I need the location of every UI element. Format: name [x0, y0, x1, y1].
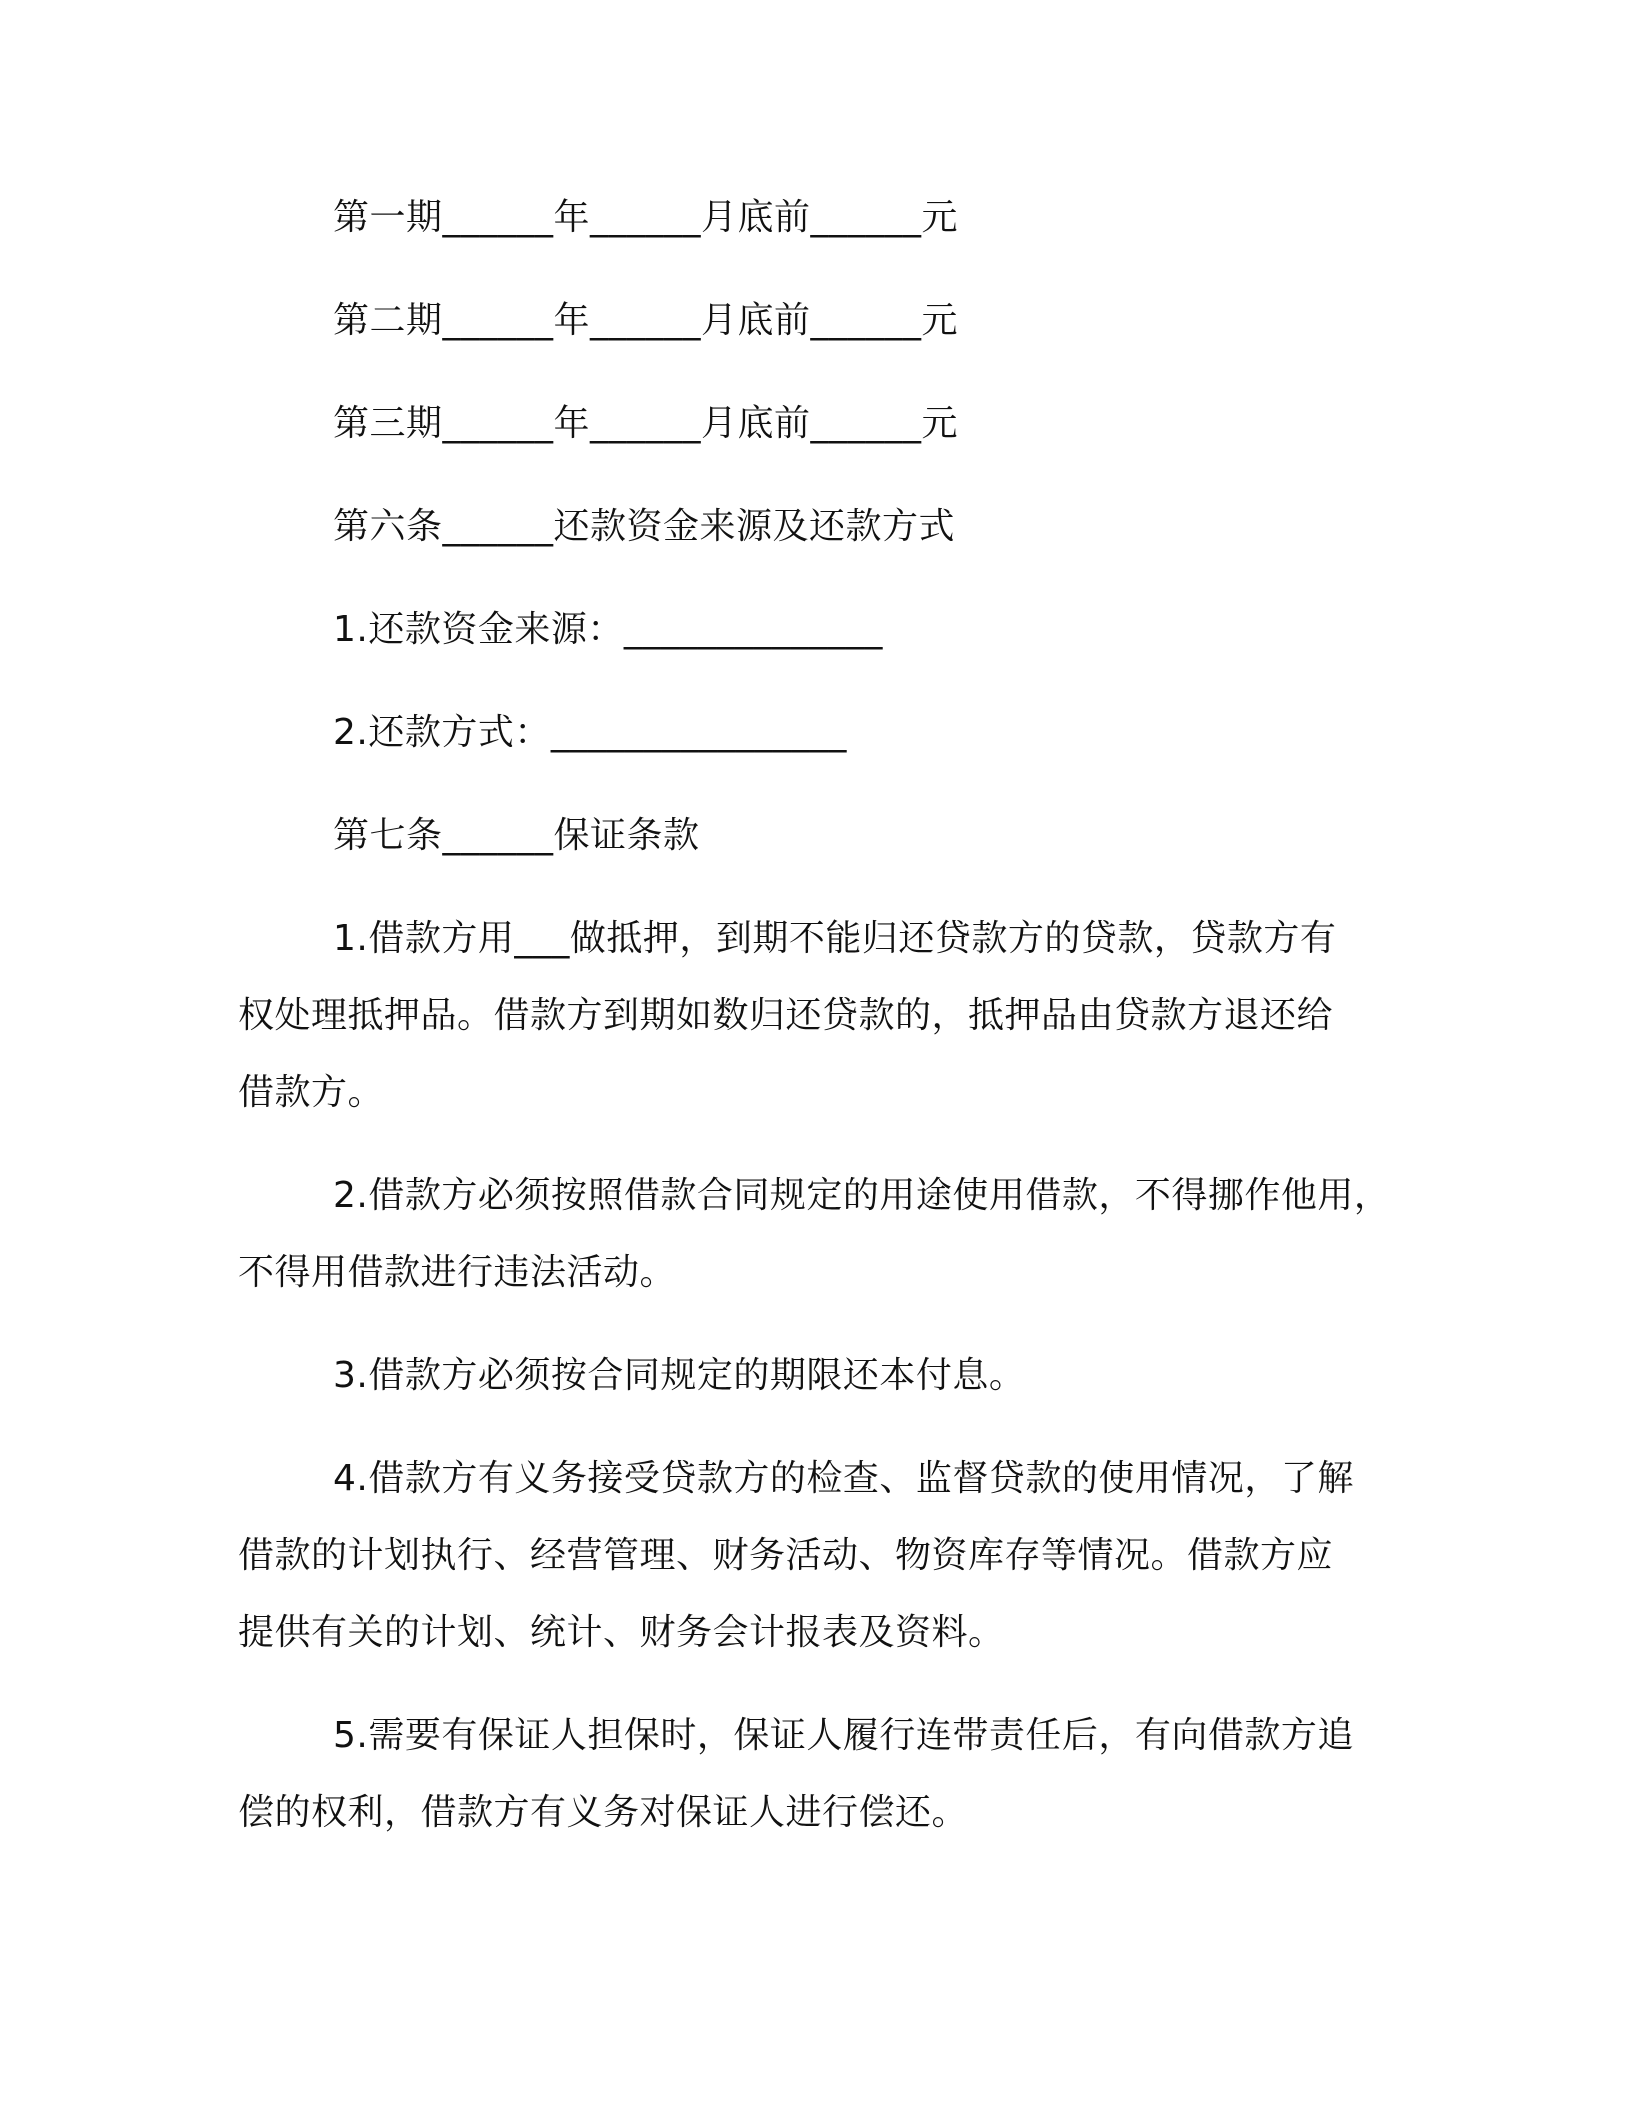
- article-6-heading: 第六条______还款资金来源及还款方式: [333, 506, 956, 547]
- clause-1-line-3: 借款方。: [238, 1072, 385, 1113]
- clause-4-line-3: 提供有关的计划、统计、财务会计报表及资料。: [238, 1612, 1005, 1653]
- clause-3-line-1: 3.借款方必须按合同规定的期限还本付息。: [333, 1355, 1026, 1396]
- clause-4-line-2: 借款的计划执行、经营管理、财务活动、物资库存等情况。借款方应: [238, 1535, 1334, 1576]
- clause-1-line-1: 1.借款方用___做抵押，到期不能归还贷款方的贷款，贷款方有: [333, 918, 1337, 959]
- clause-1-line-2: 权处理抵押品。借款方到期如数归还贷款的，抵押品由贷款方退还给: [238, 995, 1334, 1036]
- article-7-heading: 第七条______保证条款: [333, 815, 700, 856]
- installment-3: 第三期______年______月底前______元: [333, 403, 959, 444]
- clause-5-line-1: 5.需要有保证人担保时，保证人履行连带责任后，有向借款方追: [333, 1715, 1354, 1756]
- installment-2: 第二期______年______月底前______元: [333, 300, 959, 341]
- clause-2-line-1: 2.借款方必须按照借款合同规定的用途使用借款，不得挪作他用，: [333, 1175, 1391, 1216]
- clause-4-line-1: 4.借款方有义务接受贷款方的检查、监督贷款的使用情况，了解: [333, 1458, 1354, 1499]
- clause-5-line-2: 偿的权利，借款方有义务对保证人进行偿还。: [238, 1792, 969, 1833]
- clause-2-line-2: 不得用借款进行违法活动。: [238, 1252, 677, 1293]
- repayment-source: 1.还款资金来源：______________: [333, 609, 883, 650]
- installment-1: 第一期______年______月底前______元: [333, 197, 959, 238]
- repayment-method: 2.还款方式：________________: [333, 712, 847, 753]
